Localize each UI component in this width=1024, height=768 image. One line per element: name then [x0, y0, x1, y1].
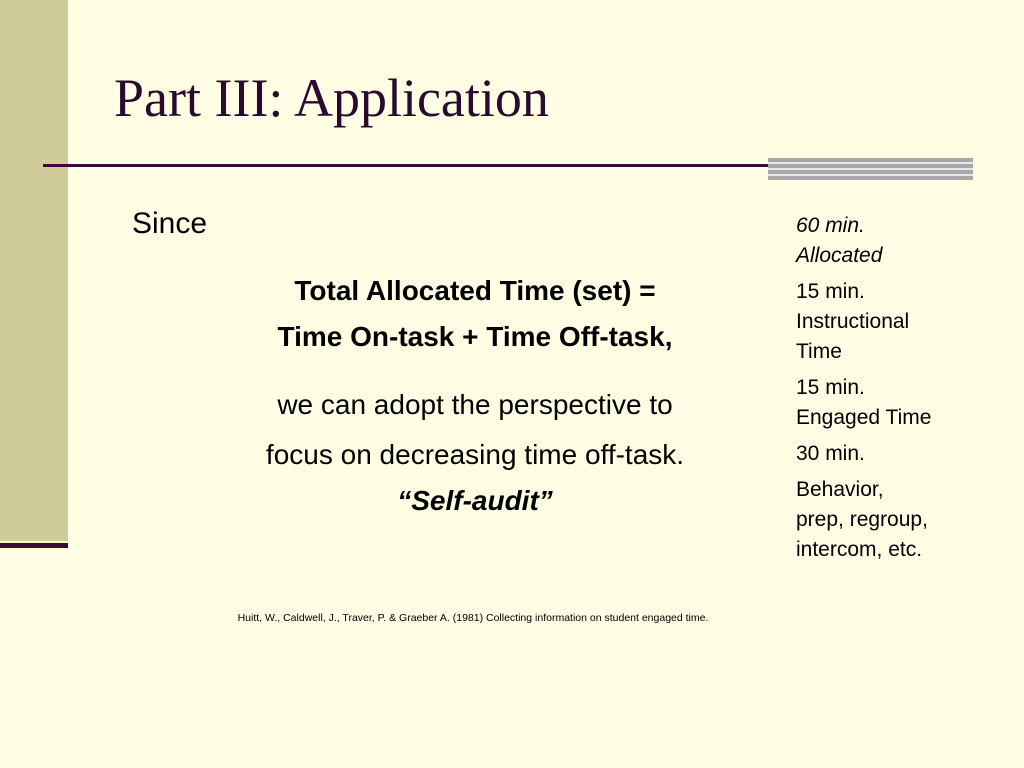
sidebar-item-line: Allocated — [796, 244, 883, 267]
sidebar-item-behavior — [796, 475, 1016, 565]
sidebar-item-30-min — [796, 439, 1016, 469]
sidebar-item-line: 60 min. — [796, 214, 865, 237]
left-bar-accent-line — [0, 543, 68, 548]
sidebar-item-line: Behavior, — [796, 478, 884, 501]
sidebar-item-instructional — [796, 277, 1016, 367]
perspective-line-1: we can adopt the perspective to — [277, 389, 673, 420]
title-rule-striped-accent — [768, 158, 973, 180]
sidebar-item-line: intercom, etc. — [796, 538, 923, 561]
sidebar-item-line: Time — [796, 340, 842, 363]
sidebar-item-line: 15 min. — [796, 376, 865, 399]
citation-text: Huitt, W., Caldwell, J., Traver, P. & Graeber A. (1981) Collecting information on student engaged time. — [237, 612, 709, 624]
perspective-line-2: focus on decreasing time off-task. — [265, 439, 685, 470]
equation-line-1: Total Allocated Time (set) = — [294, 275, 656, 306]
sidebar-item-engaged — [796, 373, 1016, 433]
sidebar-item-line: Instructional — [796, 310, 910, 333]
self-audit-emphasis: “Self-audit” — [397, 485, 553, 516]
sidebar-item-line: Engaged Time — [796, 406, 932, 429]
sidebar-item-allocated — [796, 211, 1016, 271]
sidebar-item-line: 30 min. — [796, 442, 865, 465]
time-breakdown-sidebar — [796, 211, 1016, 571]
equation-line-2: Time On-task + Time Off-task, — [277, 321, 673, 352]
perspective-text — [170, 380, 780, 480]
since-label: Since — [132, 207, 208, 240]
title-underline-rule — [43, 164, 769, 167]
sidebar-item-line: 15 min. — [796, 280, 865, 303]
left-decorative-bar — [0, 0, 68, 541]
sidebar-item-line: prep, regroup, — [796, 508, 928, 531]
slide-title: Part III: Application — [114, 68, 549, 128]
main-statement — [170, 268, 780, 522]
